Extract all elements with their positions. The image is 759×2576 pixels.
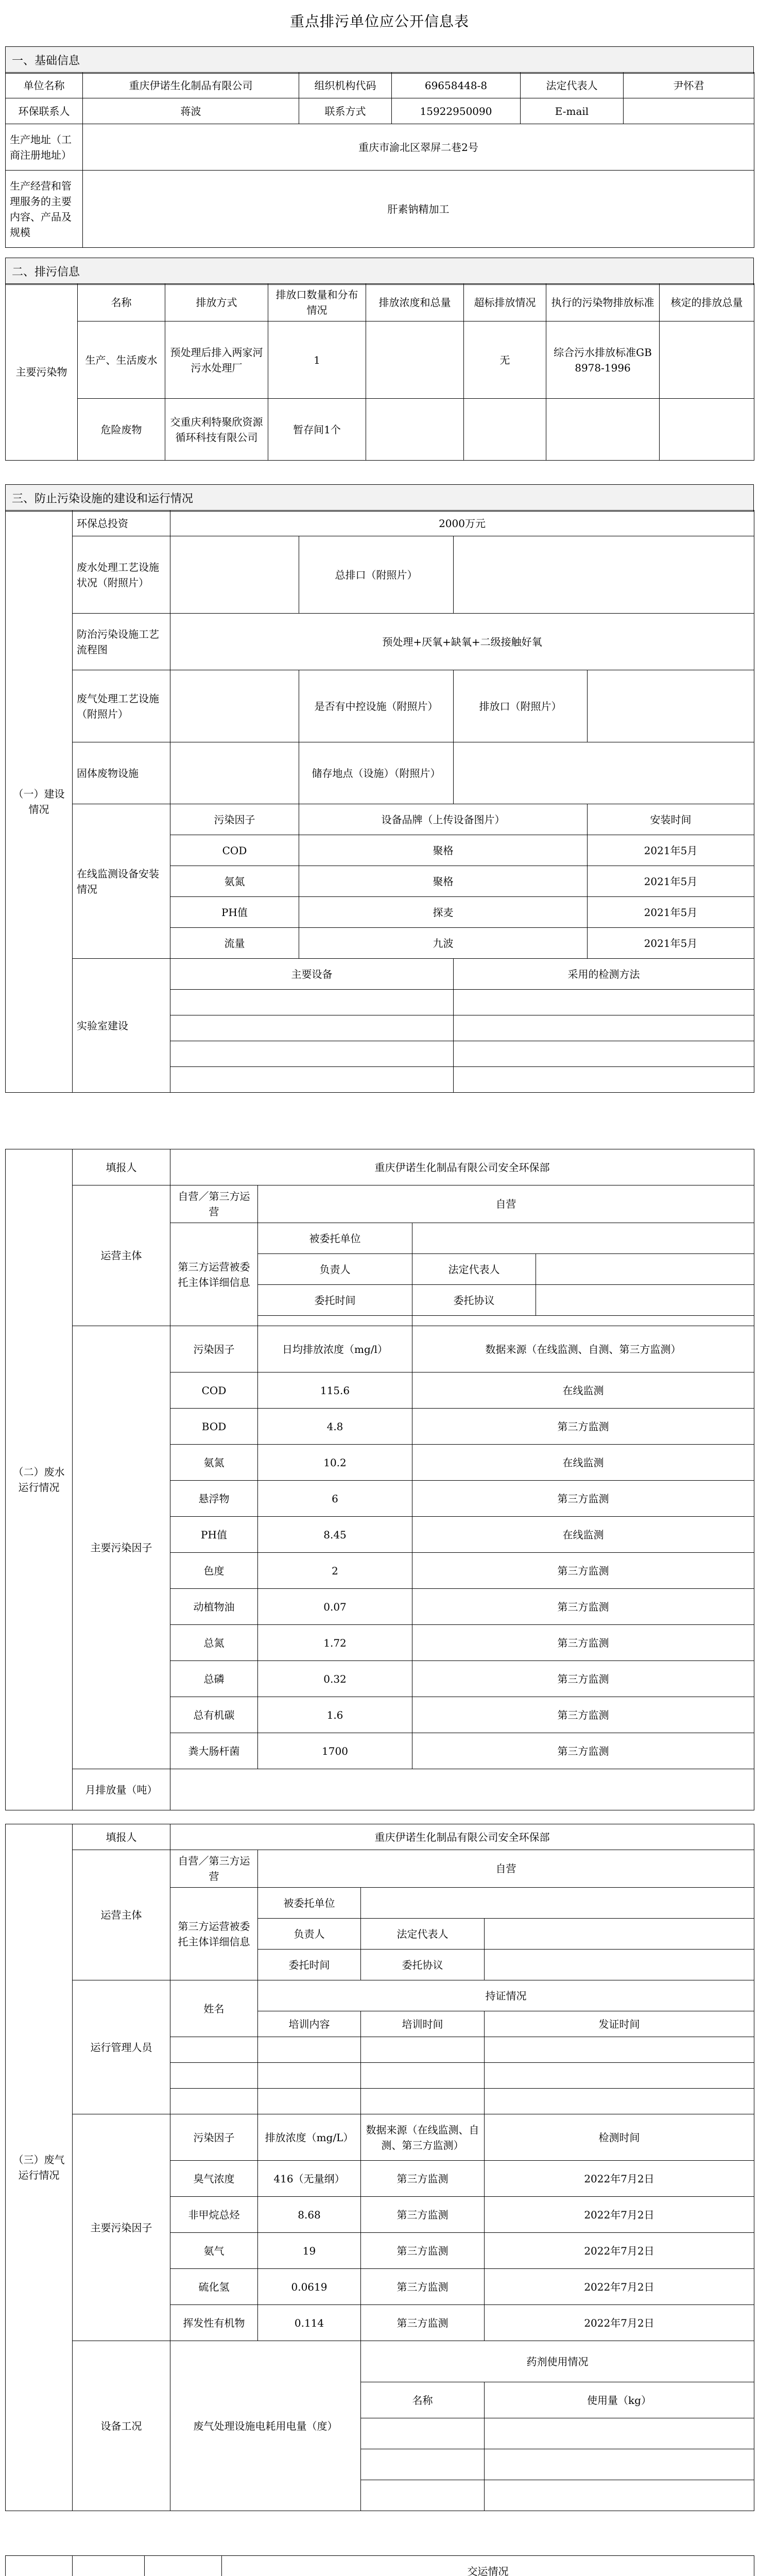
gas-time: 2022年7月2日	[485, 2197, 754, 2233]
row-standard: 综合污水排放标准GB8978-1996	[546, 321, 660, 399]
gas-conc: 0.114	[258, 2305, 361, 2341]
row-outlets: 暂存间1个	[268, 399, 366, 461]
main-equipment-label: 主要设备	[170, 959, 454, 990]
col-outlets: 排放口数量和分布情况	[268, 284, 366, 321]
ww-reporter: 重庆伊诺生化制品有限公司安全环保部	[170, 1149, 754, 1185]
monthly-label: 月排放量（吨）	[73, 1769, 170, 1810]
gas-reporter: 重庆伊诺生化制品有限公司安全环保部	[170, 1824, 754, 1850]
gas-ops-label: 运营主体	[73, 1850, 170, 1980]
ww-source: 在线监测	[412, 1517, 754, 1553]
ww-source: 第三方监测	[412, 1625, 754, 1661]
equip-status-label: 设备工况	[73, 2341, 170, 2511]
person-label: 负责人	[258, 1254, 412, 1285]
gas-source: 第三方监测	[361, 2197, 485, 2233]
ww-factor: 总有机碳	[170, 1697, 258, 1733]
gas-question-label: 是否有中控设施（附照片）	[299, 670, 454, 742]
monitor-brand: 聚格	[299, 835, 588, 866]
ww-factor: 动植物油	[170, 1589, 258, 1625]
gas-time: 2022年7月2日	[485, 2269, 754, 2305]
row-name: 生产、生活废水	[78, 321, 165, 399]
section-facilities: 三、防止污染设施的建设和运行情况	[5, 484, 754, 512]
gas-photo	[170, 670, 299, 742]
ww-col-source: 数据来源（在线监测、自测、第三方监测）	[412, 1326, 754, 1372]
gas-col-factor: 污染因子	[170, 2114, 258, 2161]
ww-factor: BOD	[170, 1409, 258, 1445]
main-pollutant-label: 主要污染物	[6, 284, 78, 461]
ww-source: 第三方监测	[412, 1589, 754, 1625]
sw-kind-label	[73, 2556, 145, 2576]
gas-conc: 8.68	[258, 2197, 361, 2233]
ww-factor: 色度	[170, 1553, 258, 1589]
wastewater-photo	[170, 536, 299, 614]
legal-rep: 尹怀君	[624, 73, 754, 98]
gas-col-conc: 排放浓度（mg/L）	[258, 2114, 361, 2161]
unit-name-label: 单位名称	[6, 73, 83, 98]
gas-source: 第三方监测	[361, 2233, 485, 2269]
invest-label: 环保总投资	[73, 511, 170, 536]
row-method: 预处理后排入两家河污水处理厂	[165, 321, 268, 399]
ww-conc: 4.8	[258, 1409, 412, 1445]
training-label: 持证情况	[258, 1980, 754, 2011]
legal-value	[536, 1254, 754, 1285]
ww-factor: 总氮	[170, 1625, 258, 1661]
ww-conc: 115.6	[258, 1372, 412, 1409]
col-conc: 排放浓度和总量	[366, 284, 464, 321]
med-usage-label: 使用量（kg）	[485, 2382, 754, 2418]
method-cell	[454, 990, 754, 1015]
gas-time: 2022年7月2日	[485, 2233, 754, 2269]
address: 重庆市渝北区翠屏二巷2号	[83, 124, 754, 171]
invest: 2000万元	[170, 511, 754, 536]
emission-table	[5, 283, 754, 461]
row-method: 交重庆利特聚欣资源循环科技有限公司	[165, 399, 268, 461]
self-value: 自营	[258, 1185, 754, 1223]
env-contact: 蒋波	[83, 98, 299, 124]
monitor-factor: COD	[170, 835, 299, 866]
gas-factor: 非甲烷总烃	[170, 2197, 258, 2233]
monitor-brand: 探麦	[299, 897, 588, 928]
env-contact-label: 环保联系人	[6, 98, 83, 124]
monitor-col-time: 安装时间	[588, 804, 754, 835]
group-wastewater-label: （二）废水运行情况	[6, 1149, 73, 1810]
gas-operation-table	[5, 1824, 754, 2511]
equipment-cell	[170, 1067, 454, 1093]
gas-pollutant-label: 主要污染因子	[73, 2114, 170, 2341]
row-over	[464, 399, 546, 461]
prevention: 预处理+厌氧+缺氧+二级接触好氧	[170, 614, 754, 670]
gas-source: 第三方监测	[361, 2305, 485, 2341]
wastewater-operation-table	[5, 1149, 754, 1810]
business-label: 生产经营和管理服务的主要内容、产品及规模	[6, 171, 83, 248]
legal-label: 法定代表人	[412, 1254, 536, 1285]
prevention-label: 防治污染设施工艺流程图	[73, 614, 170, 670]
agreement-value	[536, 1285, 754, 1316]
gas-factor: 臭气浓度	[170, 2161, 258, 2197]
sw-transfer-label: 交运情况	[222, 2556, 754, 2576]
total-outlet-label: 总排口（附照片）	[299, 536, 454, 614]
row-total	[660, 399, 754, 461]
third-detail-label: 第三方运营被委托主体详细信息	[170, 1223, 258, 1326]
ww-factor: 氨氮	[170, 1445, 258, 1481]
gas-self-third-label: 自营／第三方运营	[170, 1850, 258, 1888]
col-standard: 执行的污染物排放标准	[546, 284, 660, 321]
group-gas-label: （三）废气运行情况	[6, 1824, 73, 2511]
ww-reporter-label: 填报人	[73, 1149, 170, 1185]
legal-rep-label: 法定代表人	[521, 73, 624, 98]
gas-factor: 氨气	[170, 2233, 258, 2269]
method-cell	[454, 1041, 754, 1067]
med-name-label: 名称	[361, 2382, 485, 2418]
address-label: 生产地址（工商注册地址）	[6, 124, 83, 171]
gas-col-time: 检测时间	[485, 2114, 754, 2161]
gas-time: 2022年7月2日	[485, 2305, 754, 2341]
table-row	[6, 321, 754, 399]
ops-manager-label: 运行管理人员	[73, 1980, 170, 2114]
row-standard	[546, 399, 660, 461]
gas-source: 第三方监测	[361, 2269, 485, 2305]
acceptance-label: 实验室建设	[73, 959, 170, 1093]
ww-source: 第三方监测	[412, 1553, 754, 1589]
self-third-label: 自营／第三方运营	[170, 1185, 258, 1223]
gas-reporter-label: 填报人	[73, 1824, 170, 1850]
ww-col-conc: 日均排放浓度（mg/l）	[258, 1326, 412, 1372]
method-cell	[454, 1067, 754, 1093]
ww-conc: 0.07	[258, 1589, 412, 1625]
solid-label: 固体废物设施	[73, 742, 170, 804]
monitor-time: 2021年5月	[588, 866, 754, 897]
gas-person-label: 负责人	[258, 1919, 361, 1950]
training-col-content: 培训内容	[258, 2011, 361, 2037]
gas-label: 废气处理工艺设施（附照片）	[73, 670, 170, 742]
storage-label: 储存地点（设施）（附照片）	[299, 742, 454, 804]
ww-conc: 1.72	[258, 1625, 412, 1661]
col-total: 核定的排放总量	[660, 284, 754, 321]
monitor-col-brand: 设备品牌（上传设备图片）	[299, 804, 588, 835]
entrusted-unit	[412, 1223, 754, 1254]
ww-source: 第三方监测	[412, 1733, 754, 1769]
ww-factor: 粪大肠杆菌	[170, 1733, 258, 1769]
agreement-label: 委托协议	[412, 1285, 536, 1316]
person-name-label: 姓名	[170, 1980, 258, 2037]
org-code-label: 组织机构代码	[299, 73, 392, 98]
gas-outlet-photo	[588, 670, 754, 742]
gas-conc: 416（无量纲）	[258, 2161, 361, 2197]
row-outlets: 1	[268, 321, 366, 399]
ww-factor: PH值	[170, 1517, 258, 1553]
row-conc	[366, 399, 464, 461]
ww-conc: 1700	[258, 1733, 412, 1769]
method-label: 采用的检测方法	[454, 959, 754, 990]
medicine-label: 药剂使用情况	[361, 2341, 754, 2382]
monitor-brand: 聚格	[299, 866, 588, 897]
gas-factor: 硫化氢	[170, 2269, 258, 2305]
col-name: 名称	[78, 284, 165, 321]
wastewater-photo-label: 废水处理工艺设施状况（附照片）	[73, 536, 170, 614]
business: 肝素钠精加工	[83, 171, 754, 248]
monitor-factor: 氨氮	[170, 866, 299, 897]
unit-name: 重庆伊诺生化制品有限公司	[83, 73, 299, 98]
group-construction-label: （一）建设情况	[6, 511, 73, 1093]
solid-photo	[170, 742, 299, 804]
org-code: 69658448-8	[392, 73, 521, 98]
ww-factor: 悬浮物	[170, 1481, 258, 1517]
construction-table	[5, 510, 754, 1093]
gas-source: 第三方监测	[361, 2161, 485, 2197]
section-emission-info: 二、排污信息	[5, 258, 754, 285]
ww-factor: COD	[170, 1372, 258, 1409]
gas-third-detail-label: 第三方运营被委托主体详细信息	[170, 1888, 258, 1980]
gas-time-label: 委托时间	[258, 1950, 361, 1980]
ww-conc: 1.6	[258, 1697, 412, 1733]
monitor-factor: 流量	[170, 928, 299, 959]
monitor-time: 2021年5月	[588, 928, 754, 959]
training-col-time: 培训时间	[361, 2011, 485, 2037]
row-over: 无	[464, 321, 546, 399]
gas-factor: 挥发性有机物	[170, 2305, 258, 2341]
monitor-time: 2021年5月	[588, 835, 754, 866]
col-method: 排放方式	[165, 284, 268, 321]
equipment-cell	[170, 990, 454, 1015]
storage-photo	[454, 742, 754, 804]
phone: 15922950090	[392, 98, 521, 124]
email-label: E-mail	[521, 98, 624, 124]
ww-conc: 0.32	[258, 1661, 412, 1697]
monitor-brand: 九波	[299, 928, 588, 959]
ww-conc: 8.45	[258, 1517, 412, 1553]
ops-label: 运营主体	[73, 1185, 170, 1326]
training-col-issue-time: 发证时间	[485, 2011, 754, 2037]
col-over: 超标排放情况	[464, 284, 546, 321]
equipment-cell	[170, 1015, 454, 1041]
ww-conc: 10.2	[258, 1445, 412, 1481]
group-solid-label	[6, 2556, 73, 2576]
entrust-time-label: 委托时间	[258, 1285, 412, 1316]
ww-factor: 总磷	[170, 1661, 258, 1697]
gas-conc: 19	[258, 2233, 361, 2269]
ww-source: 第三方监测	[412, 1661, 754, 1697]
total-outlet-photo	[454, 536, 754, 614]
entrusted-unit-label: 被委托单位	[258, 1223, 412, 1254]
table-row	[6, 399, 754, 461]
section-basic-info: 一、基础信息	[5, 46, 754, 74]
email	[624, 98, 754, 124]
ww-pollutant-label: 主要污染因子	[73, 1326, 170, 1769]
ww-conc: 2	[258, 1553, 412, 1589]
gas-entrusted-unit-label: 被委托单位	[258, 1888, 361, 1919]
basic-info-table	[5, 72, 754, 248]
row-conc	[366, 321, 464, 399]
equipment-cell	[170, 1041, 454, 1067]
gas-legal-label: 法定代表人	[361, 1919, 485, 1950]
gas-time: 2022年7月2日	[485, 2161, 754, 2197]
gas-conc: 0.0619	[258, 2269, 361, 2305]
ww-source: 在线监测	[412, 1445, 754, 1481]
ww-conc: 6	[258, 1481, 412, 1517]
gas-power-label: 废气处理设施电耗用电量（度）	[170, 2341, 361, 2511]
ww-col-factor: 污染因子	[170, 1326, 258, 1372]
gas-col-source: 数据来源（在线监测、自测、第三方监测）	[361, 2114, 485, 2161]
ww-source: 第三方监测	[412, 1481, 754, 1517]
monitor-time: 2021年5月	[588, 897, 754, 928]
gas-outlet-label: 排放口（附照片）	[454, 670, 588, 742]
monthly-value	[170, 1769, 754, 1810]
phone-label: 联系方式	[299, 98, 392, 124]
monitor-col-factor: 污染因子	[170, 804, 299, 835]
monitor-label: 在线监测设备安装情况	[73, 804, 170, 959]
sw-produce-label	[145, 2556, 222, 2576]
solid-waste-table	[5, 2555, 754, 2576]
gas-agreement-label: 委托协议	[361, 1950, 485, 1980]
method-cell	[454, 1015, 754, 1041]
page-title: 重点排污单位应公开信息表	[289, 13, 469, 30]
ww-source: 在线监测	[412, 1372, 754, 1409]
row-name: 危险废物	[78, 399, 165, 461]
ww-source: 第三方监测	[412, 1409, 754, 1445]
ww-source: 第三方监测	[412, 1697, 754, 1733]
row-total	[660, 321, 754, 399]
gas-self-value: 自营	[258, 1850, 754, 1888]
monitor-factor: PH值	[170, 897, 299, 928]
